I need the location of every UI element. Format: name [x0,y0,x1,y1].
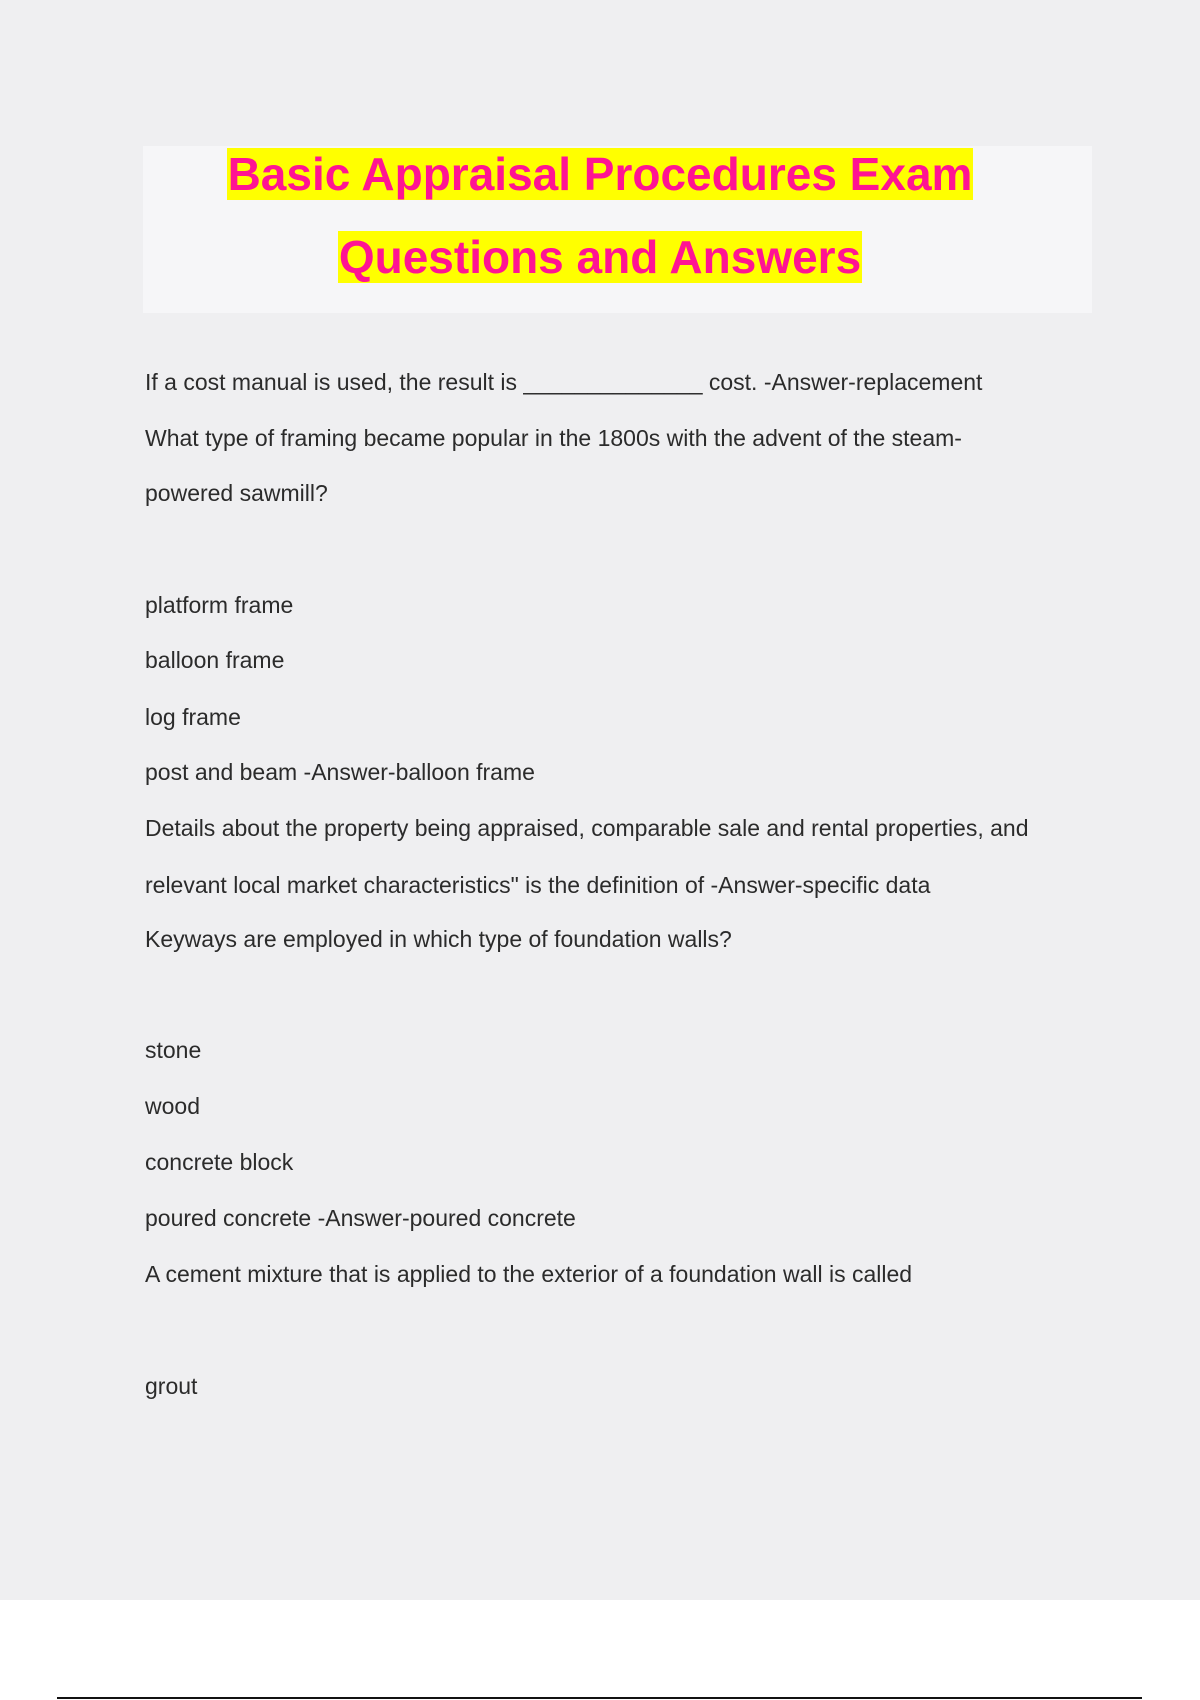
text-line: grout [145,1373,198,1399]
text-line: wood [145,1093,200,1119]
title-highlight-2: Questions and Answers [338,231,862,283]
text-line: post and beam -Answer-balloon frame [145,759,535,785]
text-line: poured concrete -Answer-poured concrete [145,1205,576,1231]
text-line: relevant local market characteristics" is the definition of -Answer-specific data [145,872,931,898]
document-title-line-2 [0,229,1200,285]
text-line: Details about the property being appraised, comparable sale and rental properties, and [145,815,1029,841]
text-line: powered sawmill? [145,480,328,506]
text-line: If a cost manual is used, the result is ______________ cost. -Answer-replacement [145,369,983,395]
text-line: balloon frame [145,647,285,673]
document-title-line-1 [0,146,1200,202]
text-line: concrete block [145,1149,294,1175]
text-line: A cement mixture that is applied to the exterior of a foundation wall is called [145,1261,913,1287]
text-line: platform frame [145,592,294,618]
text-line: Keyways are employed in which type of foundation walls? [145,926,732,952]
title-highlight-1: Basic Appraisal Procedures Exam [227,148,973,200]
text-line: What type of framing became popular in the 1800s with the advent of the steam- [145,425,962,451]
text-line: stone [145,1037,202,1063]
text-line: log frame [145,704,241,730]
footer-rule [57,1697,1142,1699]
